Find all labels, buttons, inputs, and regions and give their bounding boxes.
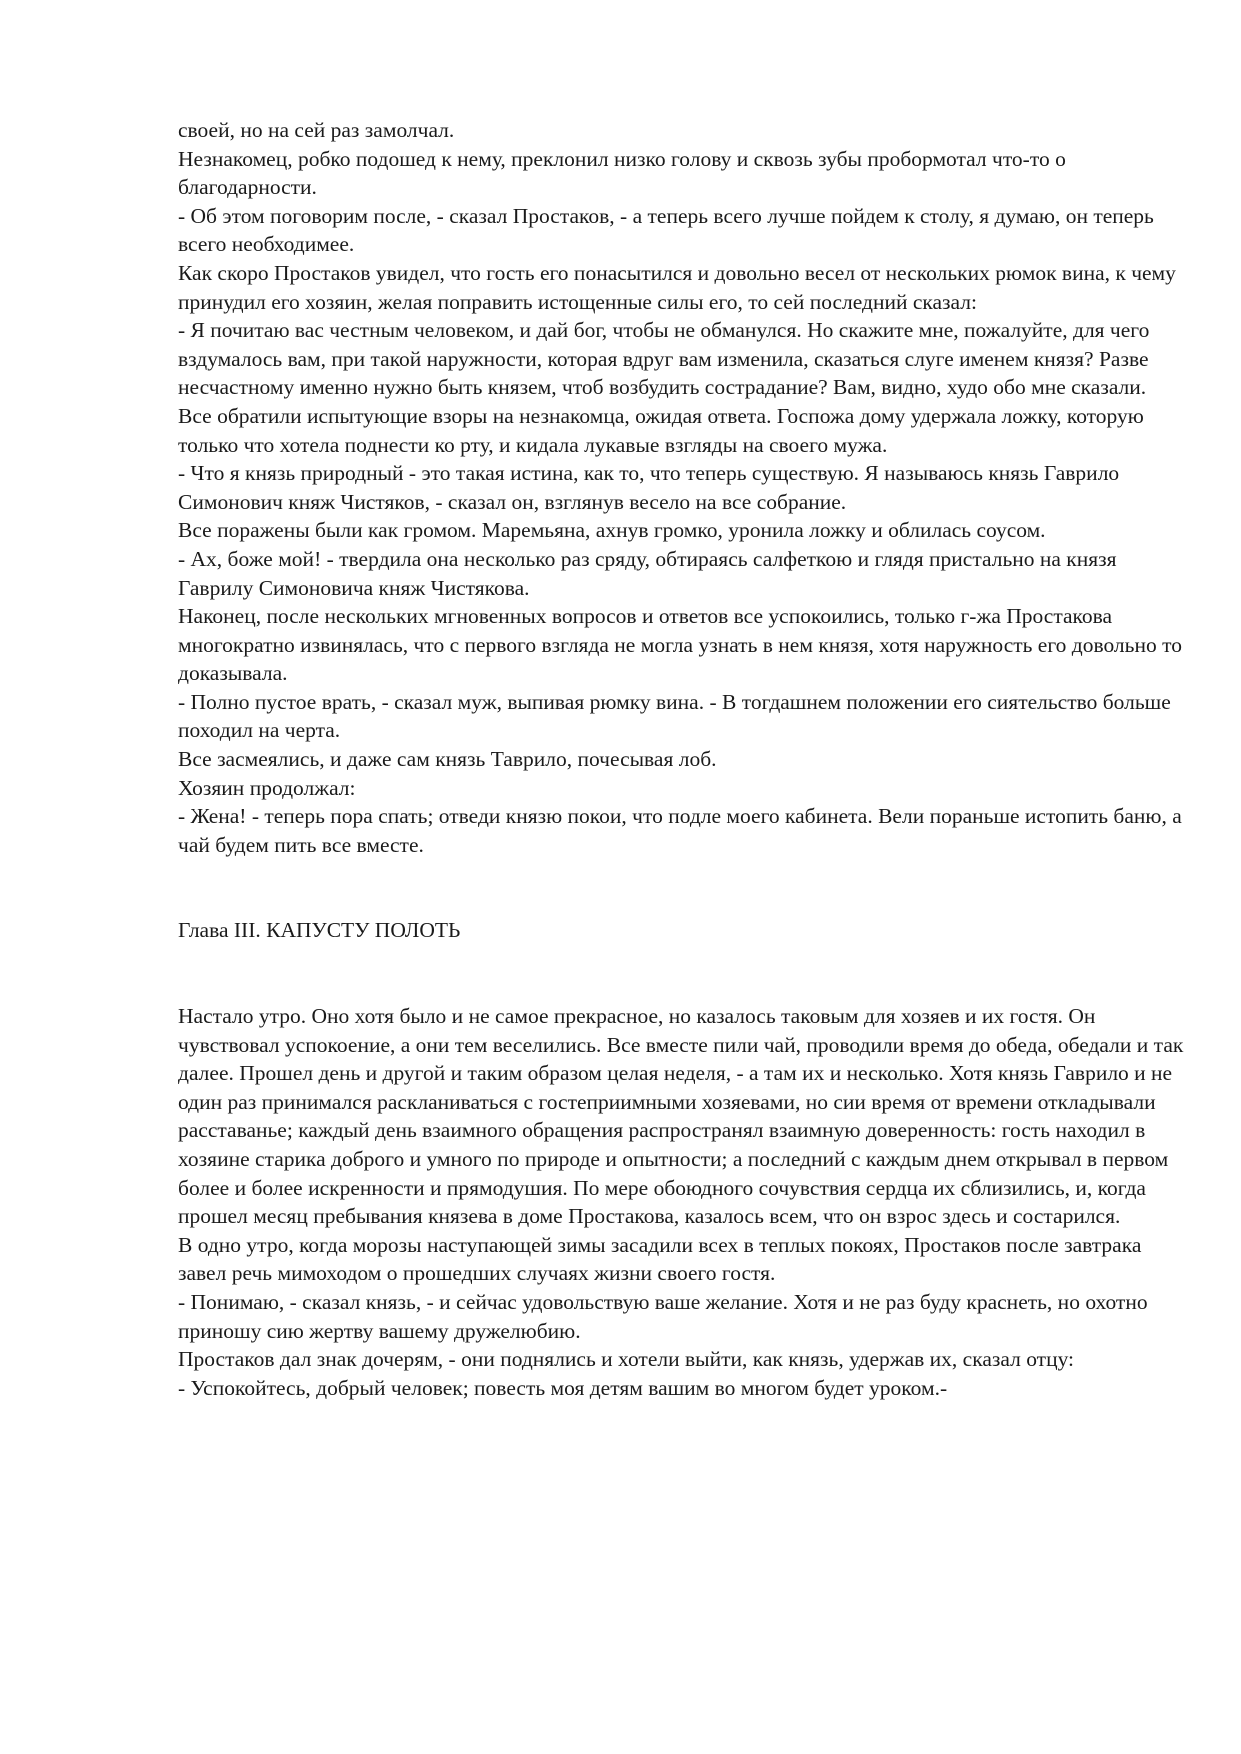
text-section-1 xyxy=(178,116,1188,859)
paragraph: - Понимаю, - сказал князь, - и сейчас удовольствую ваше желание. Хотя и не раз буду краснеть, но охотно приношу сию жертву вашему дружелюбию. xyxy=(178,1289,1148,1343)
paragraph: Настало утро. Оно хотя было и не самое прекрасное, но казалось таковым для хозяев и их гостя. Он чувствовал успокоение, а они тем веселились. Все вместе пили чай, проводили время до обеда, обедали и так далее. Прошел день и другой и таким образом целая неделя, - а там их и несколько. Хотя князь Гаврило и не один раз принимался раскланиваться с гостеприимными хозяевами, но сии время от времени откладывали расставанье; каждый день взаимного обращения распространял взаимную доверенность: гость находил в хозяине старика доброго и умного по природе и опытности; а последний с каждым днем открывал в первом более и более искренности и прямодушия. По мере обоюдного сочувствия сердца их сблизились, и, когда прошел месяц пребывания князева в доме Простакова, казалось всем, что он взрос здесь и состарился. xyxy=(178,1004,1184,1229)
paragraph: - Что я князь природный - это такая истина, как то, что теперь существую. Я называюсь князь Гаврило Симонович княж Чистяков, - сказал он, взглянув весело на все собрание. xyxy=(178,461,1120,514)
paragraph: - Успокойтесь, добрый человек; повесть моя детям вашим во многом будет уроком.- xyxy=(178,1375,948,1400)
paragraph: Наконец, после нескольких мгновенных вопросов и ответов все успокоились, только г-жа Простакова многократно извинялась, что с первого взгляда не могла узнать в нем князя, хотя наружность его довольно то доказывала. xyxy=(178,604,1182,686)
paragraph: - Я почитаю вас честным человеком, и дай бог, чтобы не обманулся. Но скажите мне, пожалуйте, для чего вздумалось вам, при такой наружности, которая вдруг вам изменила, сказаться слуге именем князя? Разве несчастному именно нужно быть князем, чтоб возбудить сострадание? Вам, видно, худо обо мне сказали. xyxy=(178,318,1150,400)
paragraph: своей, но на сей раз замолчал. xyxy=(178,118,455,142)
text-section-2 xyxy=(178,1002,1188,1402)
paragraph: Незнакомец, робко подошед к нему, преклонил низко голову и сквозь зубы пробормотал что-то о благодарности. xyxy=(178,146,1066,200)
paragraph: Хозяин продолжал: xyxy=(178,775,356,800)
paragraph: Все обратили испытующие взоры на незнакомца, ожидая ответа. Госпожа дому удержала ложку, которую только что хотела поднести ко рту, и кидала лукавые взгляды на своего мужа. xyxy=(178,403,1144,457)
paragraph: Простаков дал знак дочерям, - они поднялись и хотели выйти, как князь, удержав их, сказал отцу: xyxy=(178,1347,1075,1372)
chapter-heading: Глава III. КАПУСТУ ПОЛОТЬ xyxy=(178,918,461,943)
paragraph: - Об этом поговорим после, - сказал Простаков, - а теперь всего лучше пойдем к столу, я думаю, он теперь всего необходимее. xyxy=(178,203,1154,257)
paragraph: Как скоро Простаков увидел, что гость его понасытился и довольно весел от нескольких рюмок вина, к чему принудил его хозяин, желая поправить истощенные силы его, то сей последний сказал: xyxy=(178,260,1176,314)
paragraph: - Ах, боже мой! - твердила она несколько раз сряду, обтираясь салфеткою и глядя пристально на князя Гаврилу Симоновича княж Чистякова. xyxy=(178,546,1117,600)
paragraph: - Жена! - теперь пора спать; отведи князю покои, что подле моего кабинета. Вели пораньше истопить баню, а чай будем пить все вместе. xyxy=(178,804,1182,857)
paragraph: - Полно пустое врать, - сказал муж, выпивая рюмку вина. - В тогдашнем положении его сиятельство больше походил на черта. xyxy=(178,689,1171,743)
document-page xyxy=(178,116,1188,1402)
paragraph: В одно утро, когда морозы наступающей зимы засадили всех в теплых покоях, Простаков после завтрака завел речь мимоходом о прошедших случаях жизни своего гостя. xyxy=(178,1232,1142,1286)
paragraph: Все поражены были как громом. Маремьяна, ахнув громко, уронила ложку и облилась соусом. xyxy=(178,518,1046,543)
paragraph: Все засмеялись, и даже сам князь Таврило, почесывая лоб. xyxy=(178,747,717,772)
